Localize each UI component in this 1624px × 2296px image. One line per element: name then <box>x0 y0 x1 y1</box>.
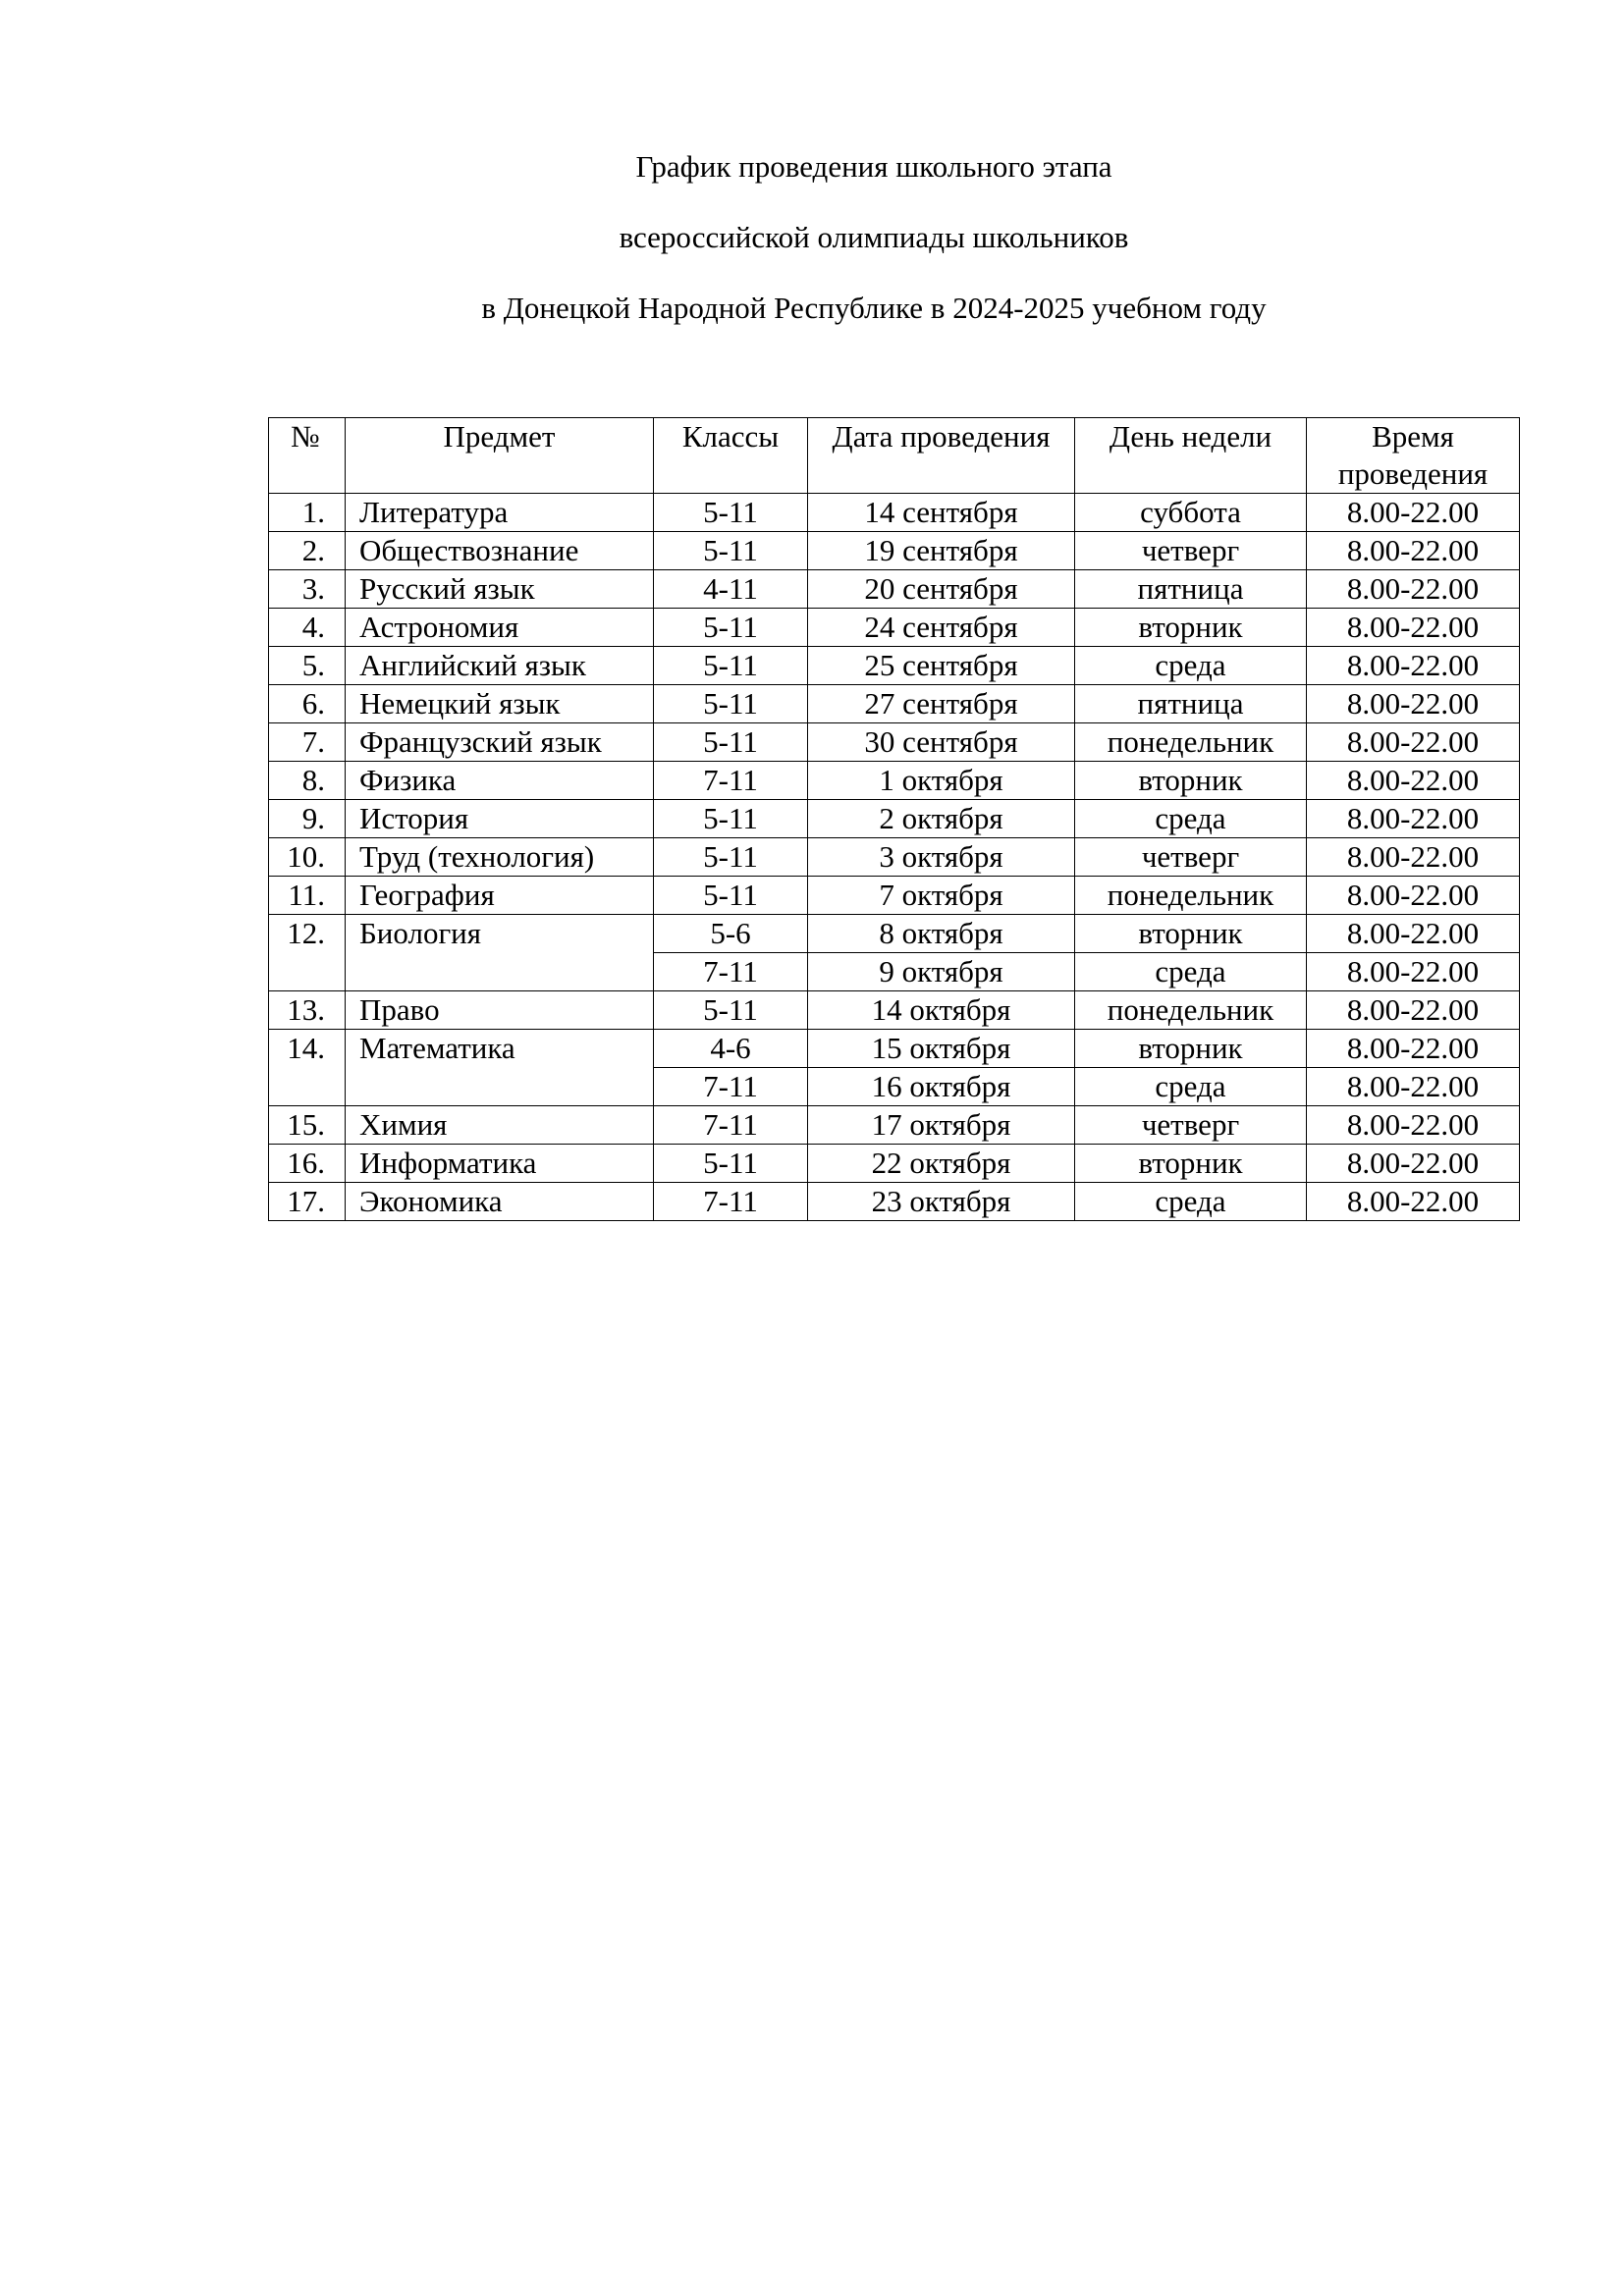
cell-classes: 7-11 <box>654 1068 808 1106</box>
cell-num: 12. <box>269 915 346 991</box>
cell-subject: Русский язык <box>346 570 654 609</box>
cell-weekday: четверг <box>1075 1106 1307 1145</box>
cell-num: 2. <box>269 532 346 570</box>
cell-weekday: вторник <box>1075 915 1307 953</box>
cell-weekday: пятница <box>1075 685 1307 723</box>
cell-classes: 5-11 <box>654 991 808 1030</box>
cell-time: 8.00-22.00 <box>1307 609 1520 647</box>
cell-num: 6. <box>269 685 346 723</box>
cell-weekday: понедельник <box>1075 877 1307 915</box>
cell-num: 14. <box>269 1030 346 1106</box>
cell-subject: История <box>346 800 654 838</box>
cell-date: 8 октября <box>808 915 1075 953</box>
cell-num: 17. <box>269 1183 346 1221</box>
cell-time: 8.00-22.00 <box>1307 991 1520 1030</box>
cell-classes: 5-11 <box>654 723 808 762</box>
cell-time: 8.00-22.00 <box>1307 953 1520 991</box>
cell-num: 4. <box>269 609 346 647</box>
cell-date: 17 октября <box>808 1106 1075 1145</box>
cell-date: 23 октября <box>808 1183 1075 1221</box>
cell-classes: 5-6 <box>654 915 808 953</box>
cell-weekday: среда <box>1075 647 1307 685</box>
cell-time: 8.00-22.00 <box>1307 838 1520 877</box>
cell-date: 20 сентября <box>808 570 1075 609</box>
cell-time: 8.00-22.00 <box>1307 685 1520 723</box>
header-classes: Классы <box>654 418 808 494</box>
cell-num: 13. <box>269 991 346 1030</box>
cell-time: 8.00-22.00 <box>1307 915 1520 953</box>
cell-classes: 5-11 <box>654 877 808 915</box>
table-row <box>269 1106 1520 1145</box>
header-num: № <box>269 418 346 494</box>
cell-date: 30 сентября <box>808 723 1075 762</box>
cell-classes: 4-6 <box>654 1030 808 1068</box>
cell-time: 8.00-22.00 <box>1307 1106 1520 1145</box>
cell-time: 8.00-22.00 <box>1307 647 1520 685</box>
cell-subject: Труд (технология) <box>346 838 654 877</box>
table-header-row <box>269 418 1520 494</box>
cell-date: 9 октября <box>808 953 1075 991</box>
document-title <box>0 149 1624 361</box>
cell-weekday: вторник <box>1075 762 1307 800</box>
cell-classes: 5-11 <box>654 1145 808 1183</box>
cell-classes: 4-11 <box>654 570 808 609</box>
cell-subject: Физика <box>346 762 654 800</box>
cell-weekday: понедельник <box>1075 723 1307 762</box>
cell-num: 1. <box>269 494 346 532</box>
table-row <box>269 685 1520 723</box>
title-line-1: График проведения школьного этапа <box>635 149 1112 184</box>
cell-classes: 5-11 <box>654 609 808 647</box>
cell-time: 8.00-22.00 <box>1307 532 1520 570</box>
cell-num: 10. <box>269 838 346 877</box>
header-subject: Предмет <box>346 418 654 494</box>
table-body <box>269 494 1520 1221</box>
table-row <box>269 609 1520 647</box>
cell-classes: 7-11 <box>654 762 808 800</box>
table-row <box>269 838 1520 877</box>
table-row <box>269 1145 1520 1183</box>
cell-weekday: четверг <box>1075 532 1307 570</box>
cell-weekday: вторник <box>1075 1145 1307 1183</box>
cell-subject: Литература <box>346 494 654 532</box>
cell-time: 8.00-22.00 <box>1307 570 1520 609</box>
cell-time: 8.00-22.00 <box>1307 762 1520 800</box>
table-row <box>269 494 1520 532</box>
cell-subject: Биология <box>346 915 654 991</box>
table-row <box>269 570 1520 609</box>
cell-date: 7 октября <box>808 877 1075 915</box>
cell-date: 15 октября <box>808 1030 1075 1068</box>
header-date: Дата проведения <box>808 418 1075 494</box>
cell-time: 8.00-22.00 <box>1307 494 1520 532</box>
table-row <box>269 877 1520 915</box>
cell-classes: 5-11 <box>654 532 808 570</box>
olympiad-schedule-table <box>268 417 1520 1221</box>
cell-subject: Химия <box>346 1106 654 1145</box>
cell-subject: Обществознание <box>346 532 654 570</box>
cell-weekday: среда <box>1075 800 1307 838</box>
cell-weekday: вторник <box>1075 609 1307 647</box>
table-row <box>269 991 1520 1030</box>
cell-date: 19 сентября <box>808 532 1075 570</box>
cell-time: 8.00-22.00 <box>1307 1183 1520 1221</box>
table-row <box>269 647 1520 685</box>
table-row <box>269 915 1520 953</box>
cell-subject: Французский язык <box>346 723 654 762</box>
cell-time: 8.00-22.00 <box>1307 800 1520 838</box>
cell-date: 22 октября <box>808 1145 1075 1183</box>
cell-num: 15. <box>269 1106 346 1145</box>
cell-date: 1 октября <box>808 762 1075 800</box>
cell-weekday: четверг <box>1075 838 1307 877</box>
cell-date: 27 сентября <box>808 685 1075 723</box>
cell-date: 25 сентября <box>808 647 1075 685</box>
title-line-2: всероссийской олимпиады школьников <box>619 220 1129 254</box>
cell-weekday: пятница <box>1075 570 1307 609</box>
cell-subject: Английский язык <box>346 647 654 685</box>
cell-subject: Экономика <box>346 1183 654 1221</box>
cell-date: 24 сентября <box>808 609 1075 647</box>
cell-date: 14 октября <box>808 991 1075 1030</box>
cell-subject: Информатика <box>346 1145 654 1183</box>
cell-num: 9. <box>269 800 346 838</box>
cell-subject: Астрономия <box>346 609 654 647</box>
header-time: Время проведения <box>1307 418 1520 494</box>
cell-classes: 5-11 <box>654 800 808 838</box>
cell-time: 8.00-22.00 <box>1307 1145 1520 1183</box>
cell-date: 14 сентября <box>808 494 1075 532</box>
cell-num: 11. <box>269 877 346 915</box>
table-row <box>269 1183 1520 1221</box>
cell-classes: 7-11 <box>654 953 808 991</box>
cell-num: 5. <box>269 647 346 685</box>
cell-num: 3. <box>269 570 346 609</box>
cell-date: 2 октября <box>808 800 1075 838</box>
header-weekday: День недели <box>1075 418 1307 494</box>
cell-time: 8.00-22.00 <box>1307 1030 1520 1068</box>
cell-classes: 7-11 <box>654 1106 808 1145</box>
cell-weekday: вторник <box>1075 1030 1307 1068</box>
cell-classes: 5-11 <box>654 838 808 877</box>
table-row <box>269 1030 1520 1068</box>
cell-classes: 5-11 <box>654 685 808 723</box>
cell-classes: 5-11 <box>654 647 808 685</box>
cell-classes: 5-11 <box>654 494 808 532</box>
table-row <box>269 762 1520 800</box>
cell-time: 8.00-22.00 <box>1307 877 1520 915</box>
cell-num: 8. <box>269 762 346 800</box>
cell-subject: Немецкий язык <box>346 685 654 723</box>
cell-weekday: среда <box>1075 1068 1307 1106</box>
cell-classes: 7-11 <box>654 1183 808 1221</box>
table-row <box>269 723 1520 762</box>
cell-subject: Право <box>346 991 654 1030</box>
cell-weekday: суббота <box>1075 494 1307 532</box>
cell-date: 3 октября <box>808 838 1075 877</box>
cell-time: 8.00-22.00 <box>1307 1068 1520 1106</box>
cell-weekday: среда <box>1075 1183 1307 1221</box>
cell-num: 16. <box>269 1145 346 1183</box>
cell-num: 7. <box>269 723 346 762</box>
cell-subject: География <box>346 877 654 915</box>
cell-weekday: понедельник <box>1075 991 1307 1030</box>
cell-subject: Математика <box>346 1030 654 1106</box>
table-row <box>269 532 1520 570</box>
title-line-3: в Донецкой Народной Республике в 2024-2025 учебном году <box>481 291 1267 325</box>
cell-time: 8.00-22.00 <box>1307 723 1520 762</box>
cell-date: 16 октября <box>808 1068 1075 1106</box>
table-row <box>269 800 1520 838</box>
cell-weekday: среда <box>1075 953 1307 991</box>
